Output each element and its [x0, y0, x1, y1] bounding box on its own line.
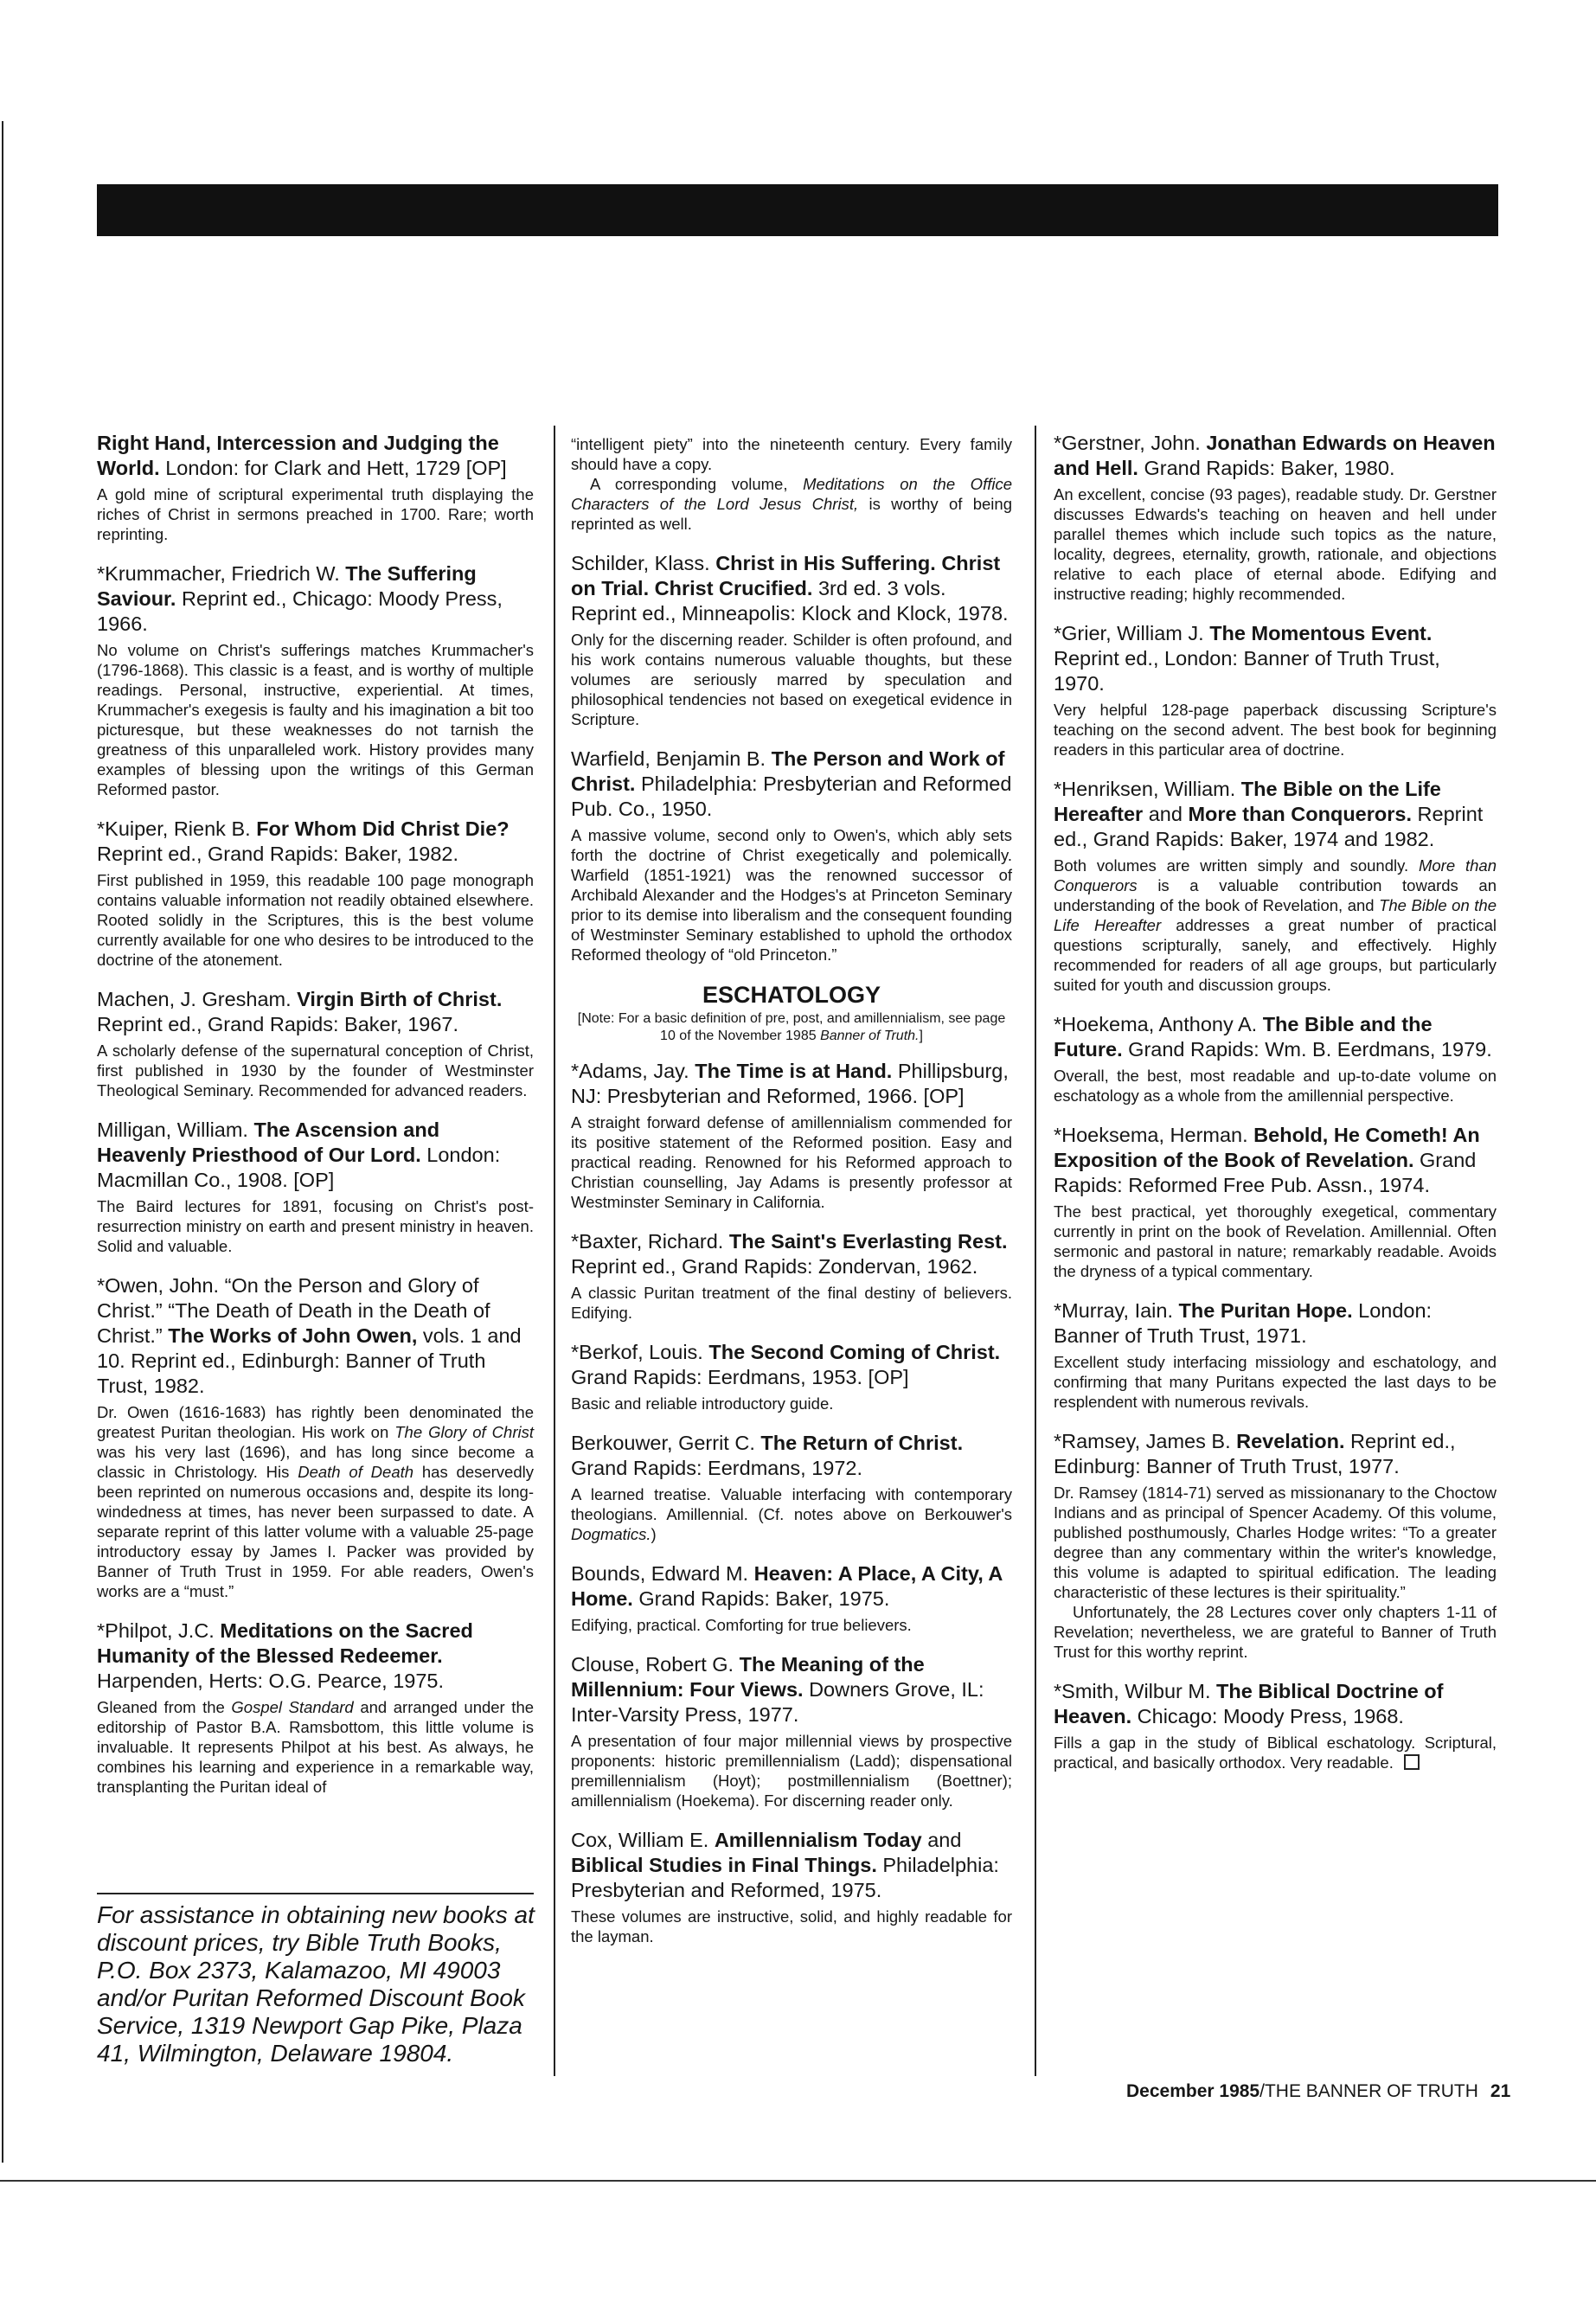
book-title: Christ in His Suffering. Christ on Trial. Christ Crucified.: [571, 552, 1001, 599]
book-title: The Return of Christ.: [760, 1432, 964, 1454]
book-annotation: Only for the discerning reader. Schilder is often profound, and his work contains numerous valuable thoughts, but these volumes are seriously marred by speculation and philosophical tendencies not based on exegetical evidence in Scripture.: [571, 631, 1012, 728]
section-heading: ESCHATOLOGY: [702, 982, 881, 1008]
book-citation: [97, 1118, 534, 1193]
book-title: Meditations on the Sacred Humanity of the Blessed Redeemer.: [97, 1619, 473, 1667]
annotation-text: A corresponding volume,: [590, 475, 788, 493]
column-2: [571, 431, 1012, 1964]
book-citation: [571, 1059, 1012, 1109]
book-annotation: A gold mine of scriptural experimental truth displaying the riches of Christ in sermons preached in 1700. Rare; worth reprinting.: [97, 485, 534, 543]
book-citation: [97, 431, 534, 481]
page-footer: [1126, 2081, 1510, 2102]
book-author: *Krummacher, Friedrich W.: [97, 562, 340, 585]
book-publication: Phillipsburg, NJ: Presbyterian and Reformed, 1966. [OP]: [571, 1060, 1009, 1107]
book-annotation: A presentation of four major millennial views by prospective proponents: historic premillennialism (Ladd); dispensational premillennialism (Hoyt); postmillennialism (Boettner); amillennialism (Hoekema). For discerning reader only.: [571, 1732, 1012, 1810]
book-publication: Grand Rapids: Reformed Free Pub. Assn., 1974.: [1054, 1149, 1477, 1196]
book-publication: vols. 1 and 10. Reprint ed., Edinburgh: Banner of Truth Trust, 1982.: [97, 1324, 522, 1397]
annotation-text: and arranged under the editorship of Pastor B.A. Ramsbottom, this little volume is invaluable. It represents Philpot at his best. As always, he combines his learning and experience in a remarkable way, transplanting the Puritan ideal of: [97, 1698, 535, 1796]
book-annotation: Very helpful 128-page paperback discussing Scripture's teaching on the second advent. The best book for beginning readers in this particular area of doctrine.: [1054, 701, 1497, 759]
annotation-italic: The Glory of Christ: [394, 1423, 534, 1441]
book-publication: London: for Clark and Hett, 1729 [OP]: [165, 457, 507, 479]
column-1: [97, 431, 534, 1814]
book-entry: [571, 551, 1012, 729]
book-entry: [97, 1118, 534, 1256]
book-entry: [1054, 431, 1497, 604]
book-title: The Person and Work of Christ.: [571, 747, 1005, 795]
book-entry: [1054, 1123, 1497, 1281]
book-annotation: The best practical, yet thoroughly exegetical, commentary currently in print on the book of Revelation. Amillennial. Often sermonic and pastoral in nature; remarkably readable. Avoids the dryness of a typical commentary.: [1054, 1202, 1497, 1280]
book-author: Schilder, Klass.: [571, 552, 710, 574]
book-author: Warfield, Benjamin B.: [571, 747, 766, 770]
page-bottom-line: [0, 2180, 1596, 2182]
book-author: *Baxter, Richard.: [571, 1230, 724, 1253]
book-citation: [1054, 431, 1497, 481]
annotation-text: has deservedly been reprinted on numerous occasions and, despite its long-windedness at times, has never been surpassed to date. A separate reprint of this latter volume with a valuable 25-page introductory essay by James I. Packer was provided by Banner of Truth Trust in 1959. For able readers, Owen's works are a “must.”: [97, 1463, 534, 1600]
column-3: [1054, 431, 1497, 1790]
book-citation: [1054, 1123, 1497, 1198]
column-divider: [554, 426, 555, 2076]
book-publication: Grand Rapids: Eerdmans, 1972.: [571, 1457, 863, 1479]
annotation-italic: Gospel Standard: [231, 1698, 354, 1716]
book-annotation: [571, 1484, 1012, 1544]
book-citation: [1054, 1012, 1497, 1062]
section-note-italic: Banner of Truth.: [820, 1029, 920, 1043]
book-author: *Berkof, Louis.: [571, 1341, 703, 1363]
book-author: Clouse, Robert G.: [571, 1653, 734, 1676]
column-divider: [1035, 426, 1036, 2076]
book-citation: [571, 1340, 1012, 1390]
book-author: *Murray, Iain.: [1054, 1299, 1173, 1322]
annotation-paragraph: [571, 474, 1012, 534]
book-entry: [1054, 777, 1497, 995]
book-publication: Grand Rapids: Wm. B. Eerdmans, 1979.: [1128, 1038, 1492, 1061]
book-title: Right Hand, Intercession and Judging the World.: [97, 432, 499, 479]
book-publication: Grand Rapids: Baker, 1980.: [1144, 457, 1395, 479]
book-title: Biblical Studies in Final Things.: [571, 1854, 877, 1876]
book-publication: Reprint ed., Grand Rapids: Baker, 1974 and 1982.: [1054, 803, 1484, 850]
book-publication: London: Banner of Truth Trust, 1971.: [1054, 1299, 1433, 1347]
book-annotation: A classic Puritan treatment of the final destiny of believers. Edifying.: [571, 1284, 1012, 1322]
annotation-text: Dr. Owen (1616-1683) has rightly been denominated the greatest Puritan theologian. His work on: [97, 1403, 534, 1441]
book-entry: [1054, 1012, 1497, 1106]
book-citation: [97, 561, 534, 637]
book-citation: [1054, 777, 1497, 852]
book-publication: Reprint ed., Edinburg: Banner of Truth Trust, 1977.: [1054, 1430, 1456, 1477]
book-entry: [97, 561, 534, 799]
book-essay-titles: “On the Person and Glory of Christ.” “The Death of Death in the Death of Christ.”: [97, 1274, 490, 1347]
footer-date: December 1985: [1126, 2081, 1260, 2101]
book-annotation: [97, 1697, 534, 1797]
book-entry: [97, 817, 534, 970]
book-publication: Grand Rapids: Eerdmans, 1953. [OP]: [571, 1366, 909, 1388]
annotation-text: is worthy of being reprinted as well.: [571, 495, 1012, 533]
book-citation: [1054, 1298, 1497, 1349]
book-author: Milligan, William.: [97, 1118, 248, 1141]
book-citation: [97, 987, 534, 1037]
book-author: *Adams, Jay.: [571, 1060, 689, 1082]
footer-magazine: THE BANNER OF TRUTH: [1264, 2081, 1478, 2101]
book-title: More than Conquerors.: [1188, 803, 1412, 825]
book-title: The Works of John Owen,: [168, 1324, 418, 1347]
conjunction: and: [1148, 803, 1183, 825]
book-annotation: First published in 1959, this readable 100 page monograph contains valuable information not readily obtained elsewhere. Rooted solidly in the Scriptures, this is the best volume currently available for one who desires to be introduced to the doctrine of the atonement.: [97, 871, 534, 969]
footer-slash: /: [1259, 2081, 1265, 2101]
book-citation: [1054, 1429, 1497, 1479]
book-entry: [97, 987, 534, 1100]
book-author: *Henriksen, William.: [1054, 778, 1236, 800]
annotation-italic: Dogmatics.: [571, 1525, 651, 1543]
header-bar: [97, 184, 1498, 236]
book-entry: [1054, 1429, 1497, 1662]
book-publication: Philadelphia: Presbyterian and Reformed, 1975.: [571, 1854, 999, 1901]
book-author: *Ramsey, James B.: [1054, 1430, 1231, 1452]
book-title: The Time is at Hand.: [695, 1060, 893, 1082]
book-entry: [1054, 1298, 1497, 1412]
book-annotation: Basic and reliable introductory guide.: [571, 1394, 834, 1413]
book-entry: [571, 1431, 1012, 1544]
annotation-text: was his very last (1696), and has long since become a classic in Christology. His: [97, 1443, 534, 1481]
book-citation: [97, 817, 534, 867]
book-publication: Reprint ed., Grand Rapids: Zondervan, 1962.: [571, 1255, 978, 1278]
annotation-text: ): [651, 1525, 657, 1543]
book-author: *Grier, William J.: [1054, 622, 1204, 644]
book-publication: Harpenden, Herts: O.G. Pearce, 1975.: [97, 1670, 445, 1692]
book-citation: [571, 747, 1012, 822]
book-title: For Whom Did Christ Die?: [256, 817, 510, 840]
book-annotation: [1054, 1733, 1497, 1772]
book-entry: [571, 1828, 1012, 1946]
book-title: The Meaning of the Millennium: Four Views.: [571, 1653, 925, 1701]
book-citation: [571, 1561, 1012, 1612]
book-citation: [1054, 621, 1497, 696]
book-entry: [1054, 1679, 1497, 1772]
annotation-text: A learned treatise. Valuable interfacing with contemporary theologians. Amillennial. (Cf. notes above on Berkouwer's: [571, 1485, 1012, 1523]
book-annotation: These volumes are instructive, solid, and highly readable for the layman.: [571, 1907, 1012, 1945]
book-title: The Biblical Doctrine of Heaven.: [1054, 1680, 1444, 1727]
book-annotation: [1054, 856, 1497, 995]
book-publication: London: Macmillan Co., 1908. [OP]: [97, 1144, 501, 1191]
book-annotation: Edifying, practical. Comforting for true believers.: [571, 1616, 912, 1634]
book-annotation: A scholarly defense of the supernatural conception of Christ, first published in 1930 by the founder of Westminster Theological Seminary. Recommended for advanced readers.: [97, 1042, 534, 1099]
annotation-continued: “intelligent piety” into the nineteenth century. Every family should have a copy.: [571, 435, 1012, 473]
book-publication: Downers Grove, IL: Inter-Varsity Press, 1977.: [571, 1678, 984, 1726]
book-entry: [571, 1340, 1012, 1413]
book-publication: Grand Rapids: Baker, 1975.: [638, 1587, 890, 1610]
book-citation: [571, 1652, 1012, 1727]
annotation-text: addresses a great number of practical questions scripturally, sanely, and effectively. Highly recommended for readers of all age groups, but particularly suited for youth and discussion groups.: [1054, 916, 1497, 994]
book-citation: [571, 551, 1012, 626]
book-publication: Reprint ed., Grand Rapids: Baker, 1982.: [97, 843, 459, 865]
annotation-italic: The Bible on the Life Hereafter: [1054, 896, 1497, 934]
book-author: *Hoeksema, Herman.: [1054, 1124, 1248, 1146]
book-publication: Reprint ed., Chicago: Moody Press, 1966.: [97, 587, 503, 635]
book-author: *Owen, John.: [97, 1274, 220, 1297]
book-author: *Philpot, J.C.: [97, 1619, 215, 1642]
book-entry: [97, 431, 534, 544]
conjunction: and: [927, 1829, 962, 1851]
section-note-text: ]: [919, 1029, 923, 1043]
book-title: Revelation.: [1236, 1430, 1345, 1452]
book-title: The Bible on the Life Hereafter: [1054, 778, 1441, 825]
section-note: [571, 1010, 1012, 1045]
annotation-text: Both volumes are written simply and soundly.: [1054, 856, 1409, 875]
book-annotation: No volume on Christ's sufferings matches Krummacher's (1796-1868). This classic is a feast, and is worthy of multiple readings. Personal, instructive, experiential. At times, Krummacher's exegesis is faulty and his imagination a bit too picturesque, but these weaknesses do not tarnish the greatness of this unparalleled work. History provides many examples of blessing upon the writings of this German Reformed pastor.: [97, 641, 534, 798]
book-title: The Bible and the Future.: [1054, 1013, 1433, 1061]
book-entry: [571, 1561, 1012, 1635]
annotation-text: Fills a gap in the study of Biblical eschatology. Scriptural, practical, and basically orthodox. Very readable.: [1054, 1734, 1497, 1772]
book-citation: [97, 1273, 534, 1399]
book-publication: Philadelphia: Presbyterian and Reformed Pub. Co., 1950.: [571, 772, 1012, 820]
book-publication: Reprint ed., Grand Rapids: Baker, 1967.: [97, 1013, 459, 1035]
book-author: Cox, William E.: [571, 1829, 709, 1851]
book-title: The Momentous Event.: [1209, 622, 1433, 644]
book-title: The Second Coming of Christ.: [708, 1341, 1001, 1363]
book-title: The Saint's Everlasting Rest.: [728, 1230, 1008, 1253]
book-entry: [97, 1618, 534, 1797]
book-author: *Kuiper, Rienk B.: [97, 817, 251, 840]
book-publication: Reprint ed., London: Banner of Truth Trust, 1970.: [1054, 647, 1440, 695]
book-title: The Suffering Saviour.: [97, 562, 477, 610]
book-author: Bounds, Edward M.: [571, 1562, 749, 1585]
end-mark-icon: [1404, 1754, 1420, 1770]
page-edge-line: [2, 121, 3, 2163]
book-entry: [97, 1273, 534, 1601]
book-publication: Chicago: Moody Press, 1968.: [1137, 1705, 1404, 1727]
annotation-italic: More than Conquerors: [1054, 856, 1497, 894]
book-annotation: Excellent study interfacing missiology and eschatology, and confirming that many Puritans expected the last days to be resplendent with numerous revivals.: [1054, 1353, 1497, 1411]
book-annotation: A massive volume, second only to Owen's, which ably sets forth the doctrine of Christ exegetically and polemically. Warfield (1851-1921) was the renowned successor of Archibald Alexander and the Hodges's at Princeton Seminary prior to its demise into liberalism and the consequent founding of Westminster Seminary established to uphold the orthodox Reformed theology of “old Princeton.”: [571, 826, 1012, 964]
annotation-italic: Meditations on the Office Characters of the Lord Jesus Christ,: [571, 475, 1012, 513]
book-title: Jonathan Edwards on Heaven and Hell.: [1054, 432, 1496, 479]
book-publication: 3rd ed. 3 vols. Reprint ed., Minneapolis: Klock and Klock, 1978.: [571, 577, 1009, 625]
book-author: *Smith, Wilbur M.: [1054, 1680, 1211, 1702]
annotation-text: Gleaned from the: [97, 1698, 225, 1716]
book-citation: [97, 1618, 534, 1694]
book-author: *Hoekema, Anthony A.: [1054, 1013, 1258, 1035]
book-title: Behold, He Cometh! An Exposition of the Book of Revelation.: [1054, 1124, 1480, 1171]
book-citation: [571, 1229, 1012, 1279]
book-title: Amillennialism Today: [714, 1829, 922, 1851]
book-entry: [571, 1229, 1012, 1323]
book-author: *Gerstner, John.: [1054, 432, 1201, 454]
assistance-rule: [97, 1893, 534, 1894]
book-annotation: An excellent, concise (93 pages), readable study. Dr. Gerstner discusses Edwards's teaching on heaven and hell under parallel themes which include such topics as the nature, locality, degrees, eternality, growth, rationale, and objections relative to each place of eternal abode. Edifying and instructive reading; highly recommended.: [1054, 485, 1497, 603]
book-entry: [571, 747, 1012, 965]
page-number: 21: [1490, 2081, 1511, 2101]
annotation-italic: Death of Death: [298, 1463, 414, 1481]
continued-text: [571, 434, 1012, 534]
book-author: Berkouwer, Gerrit C.: [571, 1432, 755, 1454]
book-annotation: The Baird lectures for 1891, focusing on Christ's post-resurrection ministry on earth and present ministry in heaven. Solid and valuable.: [97, 1197, 534, 1255]
book-entry: [571, 1652, 1012, 1811]
section-note-text: [Note: For a basic definition of pre, post, and amillennialism, see page 10 of the November 1985: [577, 1011, 1006, 1043]
book-author: Machen, J. Gresham.: [97, 988, 292, 1010]
annotation-paragraph: Unfortunately, the 28 Lectures cover only chapters 1-11 of Revelation; nevertheless, we are grateful to Banner of Truth Trust for this worthy reprint.: [1054, 1603, 1497, 1661]
assistance-note: For assistance in obtaining new books at discount prices, try Bible Truth Books, P.O. Box 2373, Kalamazoo, MI 49003 and/or Puritan Reformed Discount Book Service, 1319 Newport Gap Pike, Plaza 41, Wilmington, Delaware 19804.: [97, 1901, 535, 2067]
book-annotation: Overall, the best, most readable and up-to-date volume on eschatology as a whole from the amillennial perspective.: [1054, 1067, 1497, 1105]
book-annotation: A straight forward defense of amillennialism commended for its positive statement of the Reformed position. Easy and practical reading. Renowned for his Reformed approach to Christian counselling, Jay Adams is presently professor at Westminster Seminary in California.: [571, 1113, 1012, 1211]
book-entry: [571, 1059, 1012, 1212]
book-citation: [571, 1431, 1012, 1481]
book-annotation: Dr. Ramsey (1814-71) served as missionanary to the Choctow Indians and as principal of Spencer Academy. Of this volume, published posthumously, Charles Hodge writes: “To a greater degree than any commentary within the writer's knowledge, this volume is adapted to spiritual edification. The leading characteristic of these lectures is their spirituality.”: [1054, 1484, 1497, 1601]
book-annotation: [97, 1402, 534, 1601]
book-citation: [571, 1828, 1012, 1903]
book-title: The Puritan Hope.: [1178, 1299, 1353, 1322]
book-entry: [1054, 621, 1497, 760]
book-title: The Ascension and Heavenly Priesthood of Our Lord.: [97, 1118, 440, 1166]
annotation-text: is a valuable contribution towards an understanding of the book of Revelation, and: [1054, 876, 1497, 914]
book-title: Heaven: A Place, A City, A Home.: [571, 1562, 1003, 1610]
book-citation: [1054, 1679, 1497, 1729]
book-title: Virgin Birth of Christ.: [297, 988, 503, 1010]
